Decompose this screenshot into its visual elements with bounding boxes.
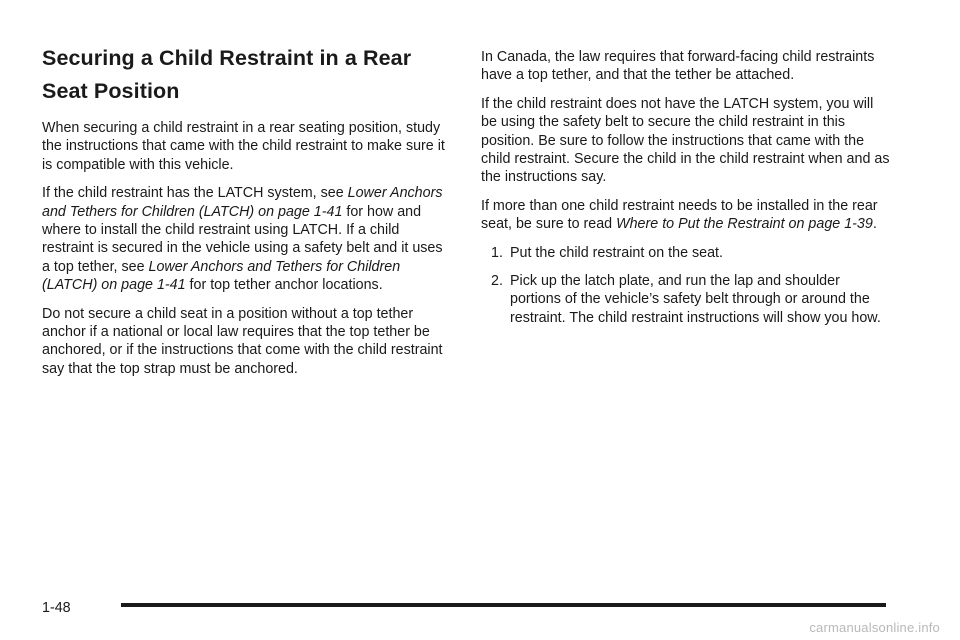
step-item (481, 272, 891, 327)
latch-text-a: If the child restraint has the LATCH system, see (42, 185, 348, 202)
page-number: 1-48 (42, 600, 71, 616)
latch-text-c: for top tether anchor locations. (185, 277, 383, 294)
intro-paragraph: When securing a child restraint in a rear seating position, study the instructions that came with the child restraint to make sure it is compatible with this vehicle. (42, 120, 445, 173)
right-column (481, 48, 891, 337)
latch-paragraph (42, 184, 447, 294)
watermark-text: carmanualsonline.info (809, 620, 940, 635)
step-text: Pick up the latch plate, and run the lap and shoulder portions of the vehicle’s safety belt through or around the restraint. The child restraint instructions will show you how. (510, 273, 881, 326)
step-text: Put the child restraint on the seat. (510, 244, 723, 261)
latch-text-b: for how and where to install the child restraint using LATCH. If a child restraint is secured in the vehicle using a safety belt and it uses a top tether, see (42, 203, 443, 275)
no-latch-paragraph: If the child restraint does not have the LATCH system, you will be using the safety belt to secure the child restraint in this position. Be sure to follow the instructions that came with the child restraint. Secure the child in the child restraint when and as the instructions say. (481, 95, 890, 186)
canada-law-paragraph: In Canada, the law requires that forward-facing child restraints have a top tether, and that the tether be attached. (481, 49, 875, 84)
tether-warning-paragraph: Do not secure a child seat in a position without a top tether anchor if a national or local law requires that the top tether be anchored, or if the instructions that come with the child restraint say that the top strap must be anchored. (42, 305, 443, 377)
latch-reference-link-2[interactable]: Lower Anchors and Tethers for Children (LATCH) on page 1-41 (42, 258, 401, 294)
latch-reference-link-1[interactable]: Lower Anchors and Tethers for Children (LATCH) on page 1-41 (42, 185, 443, 220)
installation-steps (481, 244, 891, 328)
section-heading: Securing a Child Restraint in a Rear Seat Position (42, 46, 412, 103)
step-number: 1. (491, 244, 503, 261)
footer-rule (121, 603, 886, 607)
multiple-text-a: If more than one child restraint needs to be installed in the rear seat, be sure to read (481, 197, 878, 233)
multiple-restraints-paragraph (481, 197, 891, 234)
multiple-text-b: . (872, 216, 877, 233)
step-number: 2. (491, 273, 503, 290)
left-column (42, 0, 447, 388)
where-to-put-reference-link[interactable]: Where to Put the Restraint on page 1-39 (616, 216, 873, 233)
step-item (481, 244, 891, 262)
